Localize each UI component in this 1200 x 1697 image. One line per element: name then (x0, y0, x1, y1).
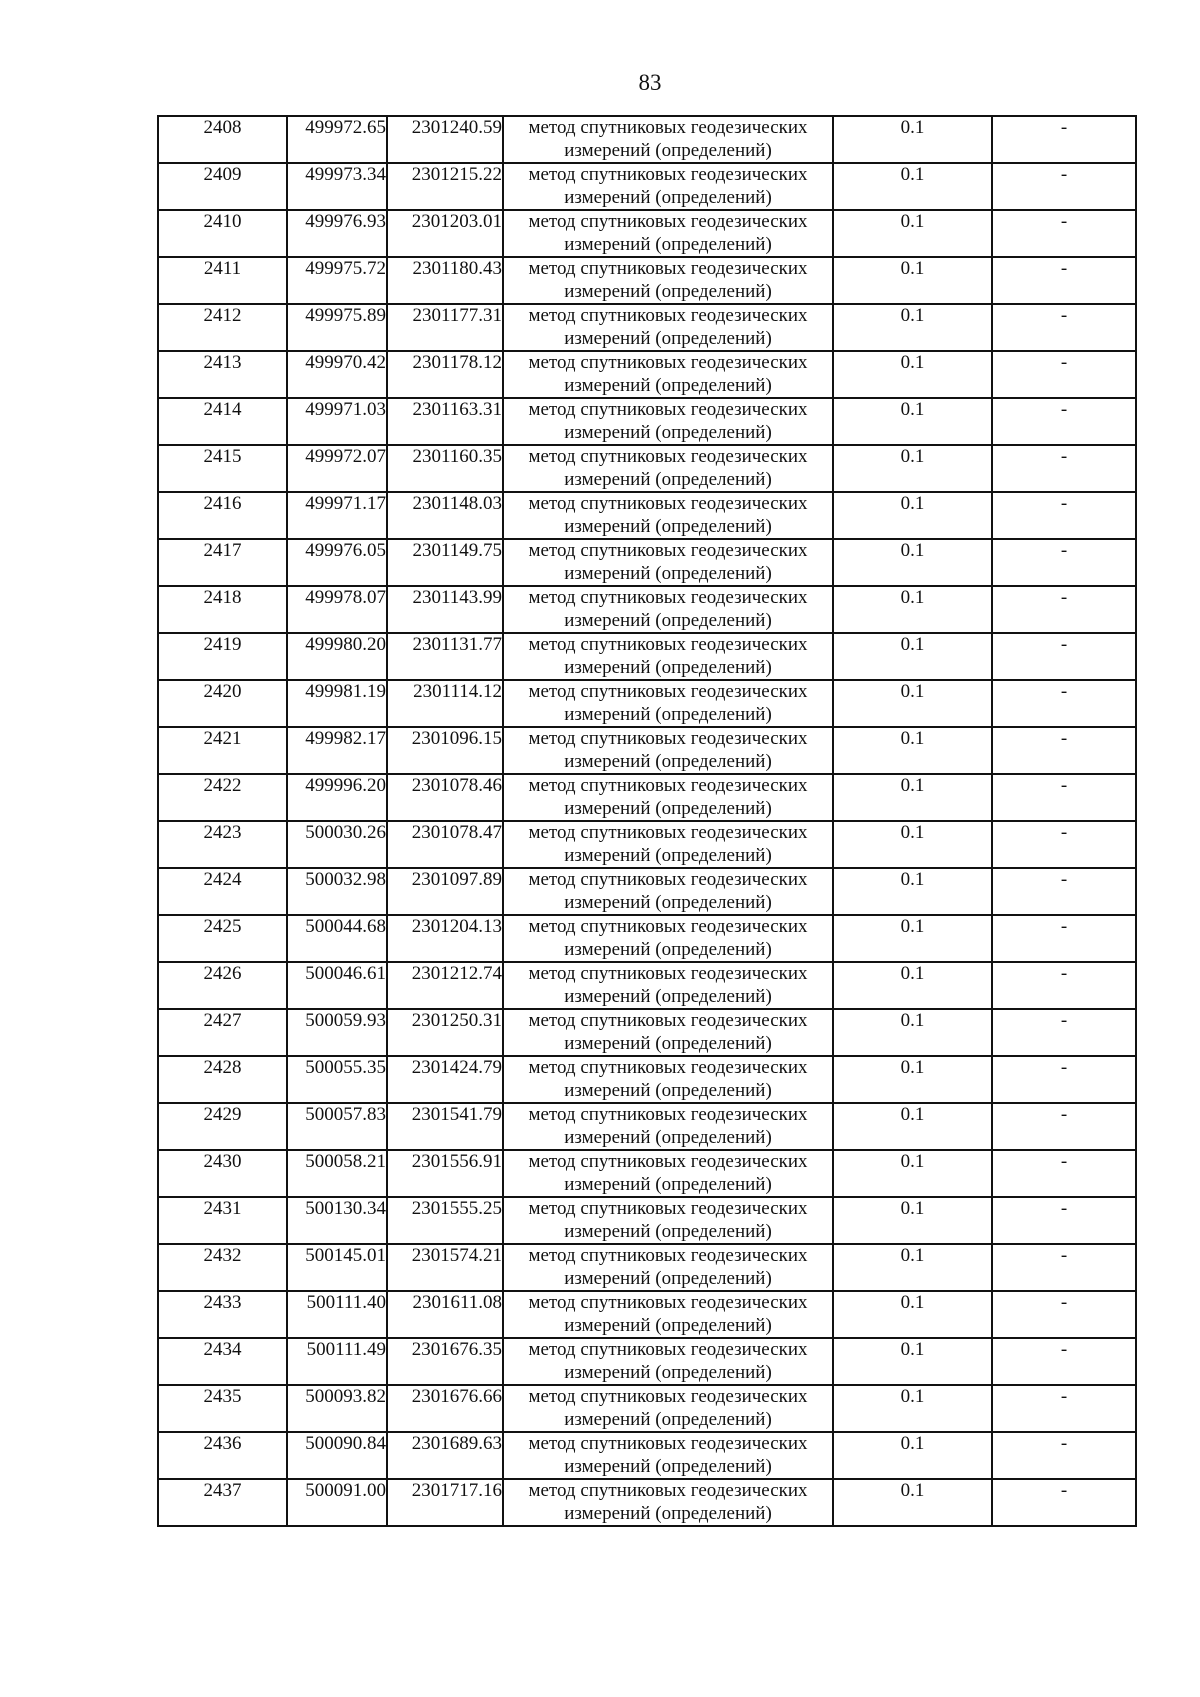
table-row (158, 1103, 1136, 1150)
x-coordinate-cell: 500058.21 (287, 1150, 387, 1197)
method-line-1: метод спутниковых геодезических (528, 446, 808, 467)
x-coordinate-cell: 499981.19 (287, 680, 387, 727)
x-coordinate-cell: 500111.40 (287, 1291, 387, 1338)
accuracy-cell: 0.1 (833, 1291, 992, 1338)
accuracy-cell: 0.1 (833, 1103, 992, 1150)
x-coordinate-cell: 499980.20 (287, 633, 387, 680)
method-line-1: метод спутниковых геодезических (528, 916, 808, 937)
method-line-1: метод спутниковых геодезических (528, 1104, 808, 1125)
note-cell: - (992, 1338, 1136, 1385)
y-coordinate-cell: 2301212.74 (387, 962, 503, 1009)
method-cell (503, 727, 833, 774)
method-cell (503, 304, 833, 351)
note-cell: - (992, 1150, 1136, 1197)
accuracy-cell: 0.1 (833, 1432, 992, 1479)
point-number-cell: 2415 (158, 445, 287, 492)
method-cell (503, 774, 833, 821)
note-cell: - (992, 1385, 1136, 1432)
accuracy-cell: 0.1 (833, 210, 992, 257)
y-coordinate-cell: 2301424.79 (387, 1056, 503, 1103)
accuracy-cell: 0.1 (833, 445, 992, 492)
method-cell (503, 868, 833, 915)
x-coordinate-cell: 500030.26 (287, 821, 387, 868)
note-cell: - (992, 962, 1136, 1009)
method-cell (503, 680, 833, 727)
method-line-1: метод спутниковых геодезических (528, 117, 808, 138)
table-row (158, 1432, 1136, 1479)
method-line-1: метод спутниковых геодезических (528, 963, 808, 984)
x-coordinate-cell: 499975.89 (287, 304, 387, 351)
method-line-1: метод спутниковых геодезических (528, 1198, 808, 1219)
method-line-2: измерений (определений) (564, 703, 772, 725)
method-line-2: измерений (определений) (564, 1220, 772, 1242)
point-number-cell: 2437 (158, 1479, 287, 1526)
accuracy-cell: 0.1 (833, 1338, 992, 1385)
note-cell: - (992, 680, 1136, 727)
x-coordinate-cell: 500057.83 (287, 1103, 387, 1150)
y-coordinate-cell: 2301078.47 (387, 821, 503, 868)
accuracy-cell: 0.1 (833, 1056, 992, 1103)
x-coordinate-cell: 499975.72 (287, 257, 387, 304)
method-line-2: измерений (определений) (564, 562, 772, 584)
method-line-2: измерений (определений) (564, 1126, 772, 1148)
x-coordinate-cell: 499971.03 (287, 398, 387, 445)
note-cell: - (992, 633, 1136, 680)
y-coordinate-cell: 2301097.89 (387, 868, 503, 915)
x-coordinate-cell: 499971.17 (287, 492, 387, 539)
x-coordinate-cell: 500059.93 (287, 1009, 387, 1056)
method-line-2: измерений (определений) (564, 1173, 772, 1195)
method-line-1: метод спутниковых геодезических (528, 352, 808, 373)
method-cell (503, 1150, 833, 1197)
method-line-2: измерений (определений) (564, 468, 772, 490)
table-row (158, 868, 1136, 915)
method-line-2: измерений (определений) (564, 656, 772, 678)
method-line-1: метод спутниковых геодезических (528, 728, 808, 749)
accuracy-cell: 0.1 (833, 1244, 992, 1291)
x-coordinate-cell: 500055.35 (287, 1056, 387, 1103)
method-line-1: метод спутниковых геодезических (528, 258, 808, 279)
method-line-1: метод спутниковых геодезических (528, 775, 808, 796)
accuracy-cell: 0.1 (833, 304, 992, 351)
method-cell (503, 1197, 833, 1244)
y-coordinate-cell: 2301149.75 (387, 539, 503, 586)
point-number-cell: 2414 (158, 398, 287, 445)
point-number-cell: 2419 (158, 633, 287, 680)
x-coordinate-cell: 499970.42 (287, 351, 387, 398)
method-line-2: измерений (определений) (564, 374, 772, 396)
table-row (158, 915, 1136, 962)
table-row (158, 727, 1136, 774)
method-cell (503, 398, 833, 445)
note-cell: - (992, 1479, 1136, 1526)
x-coordinate-cell: 499973.34 (287, 163, 387, 210)
table-row (158, 821, 1136, 868)
note-cell: - (992, 1291, 1136, 1338)
coordinates-table-body (158, 116, 1136, 1526)
x-coordinate-cell: 500032.98 (287, 868, 387, 915)
method-line-1: метод спутниковых геодезических (528, 211, 808, 232)
accuracy-cell: 0.1 (833, 868, 992, 915)
table-row (158, 539, 1136, 586)
table-row (158, 1291, 1136, 1338)
method-line-1: метод спутниковых геодезических (528, 822, 808, 843)
method-cell (503, 116, 833, 163)
x-coordinate-cell: 499996.20 (287, 774, 387, 821)
note-cell: - (992, 210, 1136, 257)
note-cell: - (992, 1244, 1136, 1291)
method-line-2: измерений (определений) (564, 1408, 772, 1430)
method-cell (503, 1432, 833, 1479)
method-cell (503, 492, 833, 539)
method-line-1: метод спутниковых геодезических (528, 1386, 808, 1407)
point-number-cell: 2427 (158, 1009, 287, 1056)
point-number-cell: 2424 (158, 868, 287, 915)
table-row (158, 492, 1136, 539)
table-row (158, 257, 1136, 304)
method-cell (503, 539, 833, 586)
method-cell (503, 633, 833, 680)
note-cell: - (992, 586, 1136, 633)
table-row (158, 163, 1136, 210)
y-coordinate-cell: 2301204.13 (387, 915, 503, 962)
y-coordinate-cell: 2301541.79 (387, 1103, 503, 1150)
point-number-cell: 2410 (158, 210, 287, 257)
method-line-2: измерений (определений) (564, 327, 772, 349)
point-number-cell: 2422 (158, 774, 287, 821)
table-row (158, 1338, 1136, 1385)
method-cell (503, 1338, 833, 1385)
x-coordinate-cell: 500090.84 (287, 1432, 387, 1479)
accuracy-cell: 0.1 (833, 774, 992, 821)
point-number-cell: 2428 (158, 1056, 287, 1103)
x-coordinate-cell: 500111.49 (287, 1338, 387, 1385)
y-coordinate-cell: 2301555.25 (387, 1197, 503, 1244)
point-number-cell: 2434 (158, 1338, 287, 1385)
accuracy-cell: 0.1 (833, 821, 992, 868)
method-line-1: метод спутниковых геодезических (528, 540, 808, 561)
x-coordinate-cell: 499978.07 (287, 586, 387, 633)
point-number-cell: 2412 (158, 304, 287, 351)
table-row (158, 1385, 1136, 1432)
y-coordinate-cell: 2301178.12 (387, 351, 503, 398)
note-cell: - (992, 774, 1136, 821)
y-coordinate-cell: 2301148.03 (387, 492, 503, 539)
method-line-2: измерений (определений) (564, 1079, 772, 1101)
point-number-cell: 2423 (158, 821, 287, 868)
point-number-cell: 2425 (158, 915, 287, 962)
method-cell (503, 210, 833, 257)
note-cell: - (992, 868, 1136, 915)
method-line-2: измерений (определений) (564, 1455, 772, 1477)
note-cell: - (992, 445, 1136, 492)
y-coordinate-cell: 2301215.22 (387, 163, 503, 210)
method-cell (503, 915, 833, 962)
table-row (158, 962, 1136, 1009)
accuracy-cell: 0.1 (833, 1385, 992, 1432)
y-coordinate-cell: 2301574.21 (387, 1244, 503, 1291)
x-coordinate-cell: 500046.61 (287, 962, 387, 1009)
table-row (158, 1056, 1136, 1103)
y-coordinate-cell: 2301163.31 (387, 398, 503, 445)
method-cell (503, 1479, 833, 1526)
method-line-2: измерений (определений) (564, 280, 772, 302)
accuracy-cell: 0.1 (833, 1479, 992, 1526)
accuracy-cell: 0.1 (833, 398, 992, 445)
accuracy-cell: 0.1 (833, 163, 992, 210)
note-cell: - (992, 304, 1136, 351)
method-cell (503, 1103, 833, 1150)
table-row (158, 1197, 1136, 1244)
table-row (158, 351, 1136, 398)
method-line-2: измерений (определений) (564, 139, 772, 161)
method-cell (503, 962, 833, 1009)
table-row (158, 398, 1136, 445)
y-coordinate-cell: 2301078.46 (387, 774, 503, 821)
note-cell: - (992, 1103, 1136, 1150)
y-coordinate-cell: 2301717.16 (387, 1479, 503, 1526)
method-line-2: измерений (определений) (564, 186, 772, 208)
y-coordinate-cell: 2301114.12 (387, 680, 503, 727)
method-line-2: измерений (определений) (564, 609, 772, 631)
accuracy-cell: 0.1 (833, 633, 992, 680)
method-cell (503, 1056, 833, 1103)
method-cell (503, 257, 833, 304)
table-row (158, 210, 1136, 257)
method-line-2: измерений (определений) (564, 1361, 772, 1383)
method-cell (503, 351, 833, 398)
accuracy-cell: 0.1 (833, 962, 992, 1009)
point-number-cell: 2421 (158, 727, 287, 774)
accuracy-cell: 0.1 (833, 116, 992, 163)
note-cell: - (992, 1056, 1136, 1103)
y-coordinate-cell: 2301143.99 (387, 586, 503, 633)
method-cell (503, 1385, 833, 1432)
method-line-1: метод спутниковых геодезических (528, 634, 808, 655)
point-number-cell: 2432 (158, 1244, 287, 1291)
point-number-cell: 2426 (158, 962, 287, 1009)
method-line-2: измерений (определений) (564, 1314, 772, 1336)
point-number-cell: 2436 (158, 1432, 287, 1479)
method-cell (503, 1009, 833, 1056)
note-cell: - (992, 257, 1136, 304)
y-coordinate-cell: 2301611.08 (387, 1291, 503, 1338)
x-coordinate-cell: 500044.68 (287, 915, 387, 962)
method-line-1: метод спутниковых геодезических (528, 869, 808, 890)
point-number-cell: 2408 (158, 116, 287, 163)
table-row (158, 1009, 1136, 1056)
table-row (158, 586, 1136, 633)
x-coordinate-cell: 499972.07 (287, 445, 387, 492)
method-line-1: метод спутниковых геодезических (528, 1151, 808, 1172)
y-coordinate-cell: 2301676.35 (387, 1338, 503, 1385)
y-coordinate-cell: 2301676.66 (387, 1385, 503, 1432)
table-row (158, 1479, 1136, 1526)
note-cell: - (992, 821, 1136, 868)
method-line-1: метод спутниковых геодезических (528, 164, 808, 185)
y-coordinate-cell: 2301177.31 (387, 304, 503, 351)
method-line-2: измерений (определений) (564, 750, 772, 772)
accuracy-cell: 0.1 (833, 1009, 992, 1056)
method-line-1: метод спутниковых геодезических (528, 1010, 808, 1031)
x-coordinate-cell: 499982.17 (287, 727, 387, 774)
accuracy-cell: 0.1 (833, 257, 992, 304)
point-number-cell: 2433 (158, 1291, 287, 1338)
accuracy-cell: 0.1 (833, 727, 992, 774)
x-coordinate-cell: 500145.01 (287, 1244, 387, 1291)
accuracy-cell: 0.1 (833, 680, 992, 727)
method-cell (503, 1291, 833, 1338)
x-coordinate-cell: 500130.34 (287, 1197, 387, 1244)
method-line-1: метод спутниковых геодезических (528, 1339, 808, 1360)
method-cell (503, 445, 833, 492)
point-number-cell: 2418 (158, 586, 287, 633)
point-number-cell: 2411 (158, 257, 287, 304)
table-row (158, 116, 1136, 163)
method-line-1: метод спутниковых геодезических (528, 493, 808, 514)
note-cell: - (992, 915, 1136, 962)
y-coordinate-cell: 2301250.31 (387, 1009, 503, 1056)
y-coordinate-cell: 2301096.15 (387, 727, 503, 774)
y-coordinate-cell: 2301556.91 (387, 1150, 503, 1197)
method-cell (503, 163, 833, 210)
table-row (158, 633, 1136, 680)
table-row (158, 1150, 1136, 1197)
method-line-2: измерений (определений) (564, 515, 772, 537)
coordinates-table (157, 115, 1137, 1527)
method-line-2: измерений (определений) (564, 891, 772, 913)
accuracy-cell: 0.1 (833, 539, 992, 586)
y-coordinate-cell: 2301240.59 (387, 116, 503, 163)
note-cell: - (992, 1197, 1136, 1244)
accuracy-cell: 0.1 (833, 915, 992, 962)
accuracy-cell: 0.1 (833, 586, 992, 633)
method-line-1: метод спутниковых геодезических (528, 1433, 808, 1454)
point-number-cell: 2430 (158, 1150, 287, 1197)
method-line-1: метод спутниковых геодезических (528, 587, 808, 608)
note-cell: - (992, 398, 1136, 445)
method-line-1: метод спутниковых геодезических (528, 681, 808, 702)
point-number-cell: 2429 (158, 1103, 287, 1150)
note-cell: - (992, 1432, 1136, 1479)
point-number-cell: 2431 (158, 1197, 287, 1244)
y-coordinate-cell: 2301203.01 (387, 210, 503, 257)
method-line-1: метод спутниковых геодезических (528, 1292, 808, 1313)
note-cell: - (992, 116, 1136, 163)
page-number: 83 (638, 70, 662, 95)
point-number-cell: 2420 (158, 680, 287, 727)
method-line-2: измерений (определений) (564, 421, 772, 443)
y-coordinate-cell: 2301689.63 (387, 1432, 503, 1479)
x-coordinate-cell: 500091.00 (287, 1479, 387, 1526)
table-row (158, 680, 1136, 727)
y-coordinate-cell: 2301180.43 (387, 257, 503, 304)
accuracy-cell: 0.1 (833, 351, 992, 398)
method-line-2: измерений (определений) (564, 233, 772, 255)
table-row (158, 774, 1136, 821)
method-line-1: метод спутниковых геодезических (528, 1057, 808, 1078)
accuracy-cell: 0.1 (833, 1150, 992, 1197)
note-cell: - (992, 539, 1136, 586)
point-number-cell: 2416 (158, 492, 287, 539)
method-line-2: измерений (определений) (564, 844, 772, 866)
method-line-1: метод спутниковых геодезических (528, 1245, 808, 1266)
note-cell: - (992, 492, 1136, 539)
point-number-cell: 2413 (158, 351, 287, 398)
note-cell: - (992, 163, 1136, 210)
table-row (158, 304, 1136, 351)
note-cell: - (992, 351, 1136, 398)
method-line-2: измерений (определений) (564, 1502, 772, 1524)
x-coordinate-cell: 499976.05 (287, 539, 387, 586)
table-row (158, 1244, 1136, 1291)
point-number-cell: 2409 (158, 163, 287, 210)
x-coordinate-cell: 500093.82 (287, 1385, 387, 1432)
method-line-2: измерений (определений) (564, 797, 772, 819)
method-line-2: измерений (определений) (564, 1032, 772, 1054)
method-line-1: метод спутниковых геодезических (528, 399, 808, 420)
note-cell: - (992, 727, 1136, 774)
x-coordinate-cell: 499976.93 (287, 210, 387, 257)
table-row (158, 445, 1136, 492)
method-cell (503, 1244, 833, 1291)
method-cell (503, 821, 833, 868)
note-cell: - (992, 1009, 1136, 1056)
method-line-2: измерений (определений) (564, 938, 772, 960)
method-line-2: измерений (определений) (564, 1267, 772, 1289)
y-coordinate-cell: 2301131.77 (387, 633, 503, 680)
method-line-2: измерений (определений) (564, 985, 772, 1007)
x-coordinate-cell: 499972.65 (287, 116, 387, 163)
method-line-1: метод спутниковых геодезических (528, 1480, 808, 1501)
y-coordinate-cell: 2301160.35 (387, 445, 503, 492)
point-number-cell: 2417 (158, 539, 287, 586)
accuracy-cell: 0.1 (833, 1197, 992, 1244)
method-cell (503, 586, 833, 633)
point-number-cell: 2435 (158, 1385, 287, 1432)
method-line-1: метод спутниковых геодезических (528, 305, 808, 326)
accuracy-cell: 0.1 (833, 492, 992, 539)
